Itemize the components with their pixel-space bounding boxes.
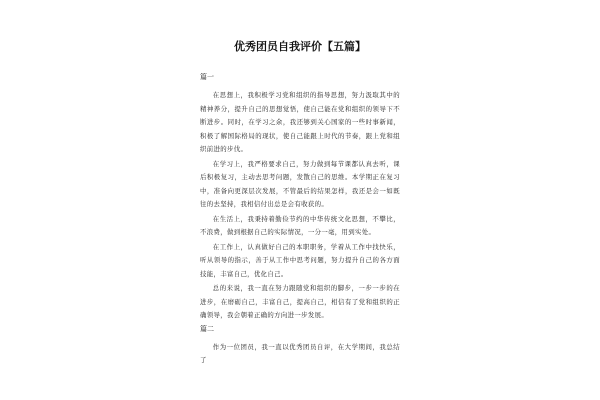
page-title: 优秀团员自我评价【五篇】	[234, 40, 366, 53]
section-1	[200, 72, 400, 323]
section-heading: 篇一	[200, 73, 214, 81]
paragraph: 总的来说，我一直在努力跟随党和组织的脚步，一步一步的在进步，在磨砺自己，丰富自己，提高自己，相信有了党和组织的正确领导，我会朝着正确的方向进一步发展。	[200, 284, 400, 319]
paragraph: 在思想上，我积极学习党和组织的指导思想，努力汲取其中的精神养分，提升自己的思想觉悟，使自己能在党和组织的领导下不断进步。同时，在学习之余，我还够到关心国家的一些时事新闻，积极了解国际格局的现状，使自己能跟上时代的节奏，跟上党和组织前进的步伐。	[200, 91, 400, 153]
section-2	[200, 324, 400, 368]
section-heading: 篇二	[200, 324, 214, 333]
paragraph: 在工作上，认真做好自己的本职职务，学着从工作中找快乐，听从领导的指示，善于从工作中思考问题，努力提升自己的各方面技能，丰富自己，优化自己。	[200, 242, 400, 278]
paragraph: 在学习上，我严格要求自己，努力做到每节课都认真去听，课后积极复习，主动去思考问题，发散自己的思维。本学期正在复习中，准备向更深层次发展，不管最后的结果怎样，我还是会一如既往的去坚持，我相信付出总是会有收获的。	[200, 159, 400, 208]
paragraph: 作为一位团员，我一直以优秀团员自评，在大学期间，我总结了	[200, 342, 400, 364]
paragraph: 在生活上，我秉持着勤俭节约的中华传统文化思想，不攀比，不浪费，做到根据自己的实际情况，一分一毫，用到实处。	[200, 214, 400, 236]
